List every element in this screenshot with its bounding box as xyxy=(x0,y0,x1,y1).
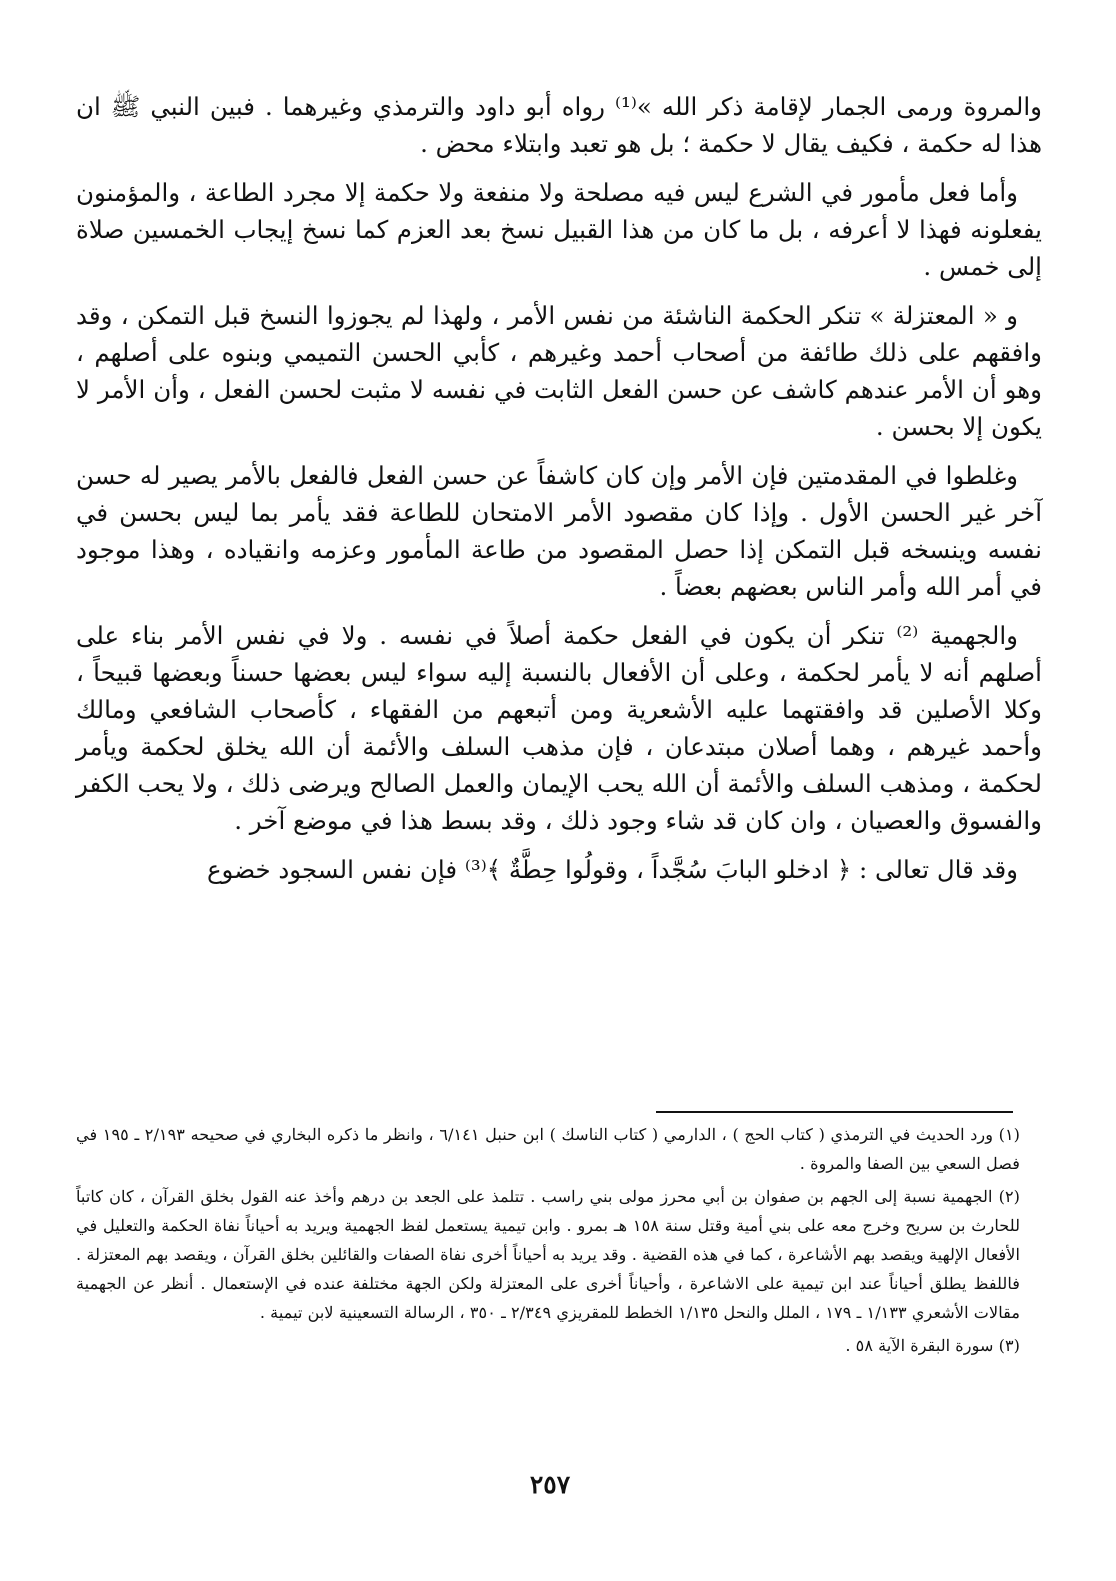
footnote-divider xyxy=(656,1111,1013,1113)
paragraph: والمروة ورمى الجمار لإقامة ذكر الله »⁽¹⁾ رواه أبو داود والترمذي وغيرهما . فبين النبي ﷺ ان هذا له حكمة ، فكيف يقال لا حكمة ؛ بل هو تعبد وابتلاء محض . xyxy=(76,92,1042,158)
paragraph: وغلطوا في المقدمتين فإن الأمر وإن كان كاشفاً عن حسن الفعل فالفعل بالأمر يصير له حسن آخر غير الحسن الأول . وإذا كان مقصود الأمر الامتحان للطاعة فقد يأمر بما ليس بحسن في نفسه وينسخه قبل التمكن إذا حصل المقصود من طاعة المأمور وعزمه وانقياده ، وهذا موجود في أمر الله وأمر الناس بعضهم بعضاً . xyxy=(76,461,1042,601)
main-text xyxy=(76,88,1042,900)
paragraph: وأما فعل مأمور في الشرع ليس فيه مصلحة ولا منفعة ولا حكمة إلا مجرد الطاعة ، والمؤمنون يفعلونه فهذا لا أعرفه ، بل ما كان من هذا القبيل نسخ بعد العزم كما نسخ إيجاب الخمسين صلاة إلى خمس . xyxy=(76,178,1042,281)
footnote: (٣) سورة البقرة الآية ٥٨ . xyxy=(845,1336,1020,1355)
page-number: ٢٥٧ xyxy=(529,1470,571,1499)
paragraph: و « المعتزلة » تنكر الحكمة الناشئة من نفس الأمر ، ولهذا لم يجوزوا النسخ قبل التمكن ، وقد وافقهم على ذلك طائفة من أصحاب أحمد وغيرهم ، كأبي الحسن التميمي وبنوه على أصلهم ، وهو أن الأمر عندهم كاشف عن حسن الفعل الثابت في نفسه لا مثبت لحسن الفعل ، وأن الأمر لا يكون إلا بحسن . xyxy=(76,301,1043,441)
paragraph: وقد قال تعالى : ﴿ ادخلو البابَ سُجَّداً ، وقولُوا حِطَّةٌ ﴾⁽³⁾ فإن نفس السجود خضوع xyxy=(206,855,1018,884)
footnote: (١) ورد الحديث في الترمذي ( كتاب الحج ) ، الدارمي ( كتاب الناسك ) ابن حنبل ٦/١٤١ ، وانظر ما ذكره البخاري في صحيحه ٢/١٩٣ ـ ١٩٥ في فصل السعي بين الصفا والمروة . xyxy=(76,1125,1020,1173)
footnote: (٢) الجهمية نسبة إلى الجهم بن صفوان بن أبي محرز مولى بني راسب . تتلمذ على الجعد بن درهم وأخذ عنه القول بخلق القرآن ، كان كاتباً للحارث بن سريح وخرج معه على بني أمية وقتل سنة ١٥٨ هـ بمرو . وابن تيمية يستعمل لفظ الجهمية ويريد به أحياناً نفاة الحكمة والتعليل في الأفعال الإلهية ويقصد بهم الأشاعرة ، كما في هذه القضية . وقد يريد به أحياناً أخرى نفاة الصفات والقائلين بخلق القرآن ، ويقصد بهم المعتزلة . فاللفظ يطلق أحياناً عند ابن تيمية على الاشاعرة ، وأحياناً أخرى على المعتزلة ولكن الجهة مختلفة عنده في الإستعمال . أنظر عن الجهمية مقالات الأشعري ١/١٣٣ ـ ١٧٩ ، الملل والنحل ١/١٣٥ الخطط للمقريزي ٢/٣٤٩ ـ ٣٥٠ ، الرسالة التسعينية لابن تيمية . xyxy=(76,1187,1021,1322)
footnotes xyxy=(76,1120,1020,1364)
paragraph: والجهمية ⁽²⁾ تنكر أن يكون في الفعل حكمة أصلاً في نفسه . ولا في نفس الأمر بناء على أصلهم أنه لا يأمر لحكمة ، وعلى أن الأفعال بالنسبة إليه سواء ليس بعضها حسناً وبعضها قبيحاً ، وكلا الأصلين قد وافقتهما عليه الأشعرية ومن أتبعهم من الفقهاء ، كأصحاب الشافعي ومالك وأحمد غيرهم ، وهما أصلان مبتدعان ، فإن مذهب السلف والأئمة أن الله يخلق لحكمة ويأمر لحكمة ، ومذهب السلف والأئمة أن الله يحب الإيمان والعمل الصالح ويرضى ذلك ، ولا يحب الكفر والفسوق والعصيان ، وان كان قد شاء وجود ذلك ، وقد بسط هذا في موضع آخر . xyxy=(76,621,1042,835)
